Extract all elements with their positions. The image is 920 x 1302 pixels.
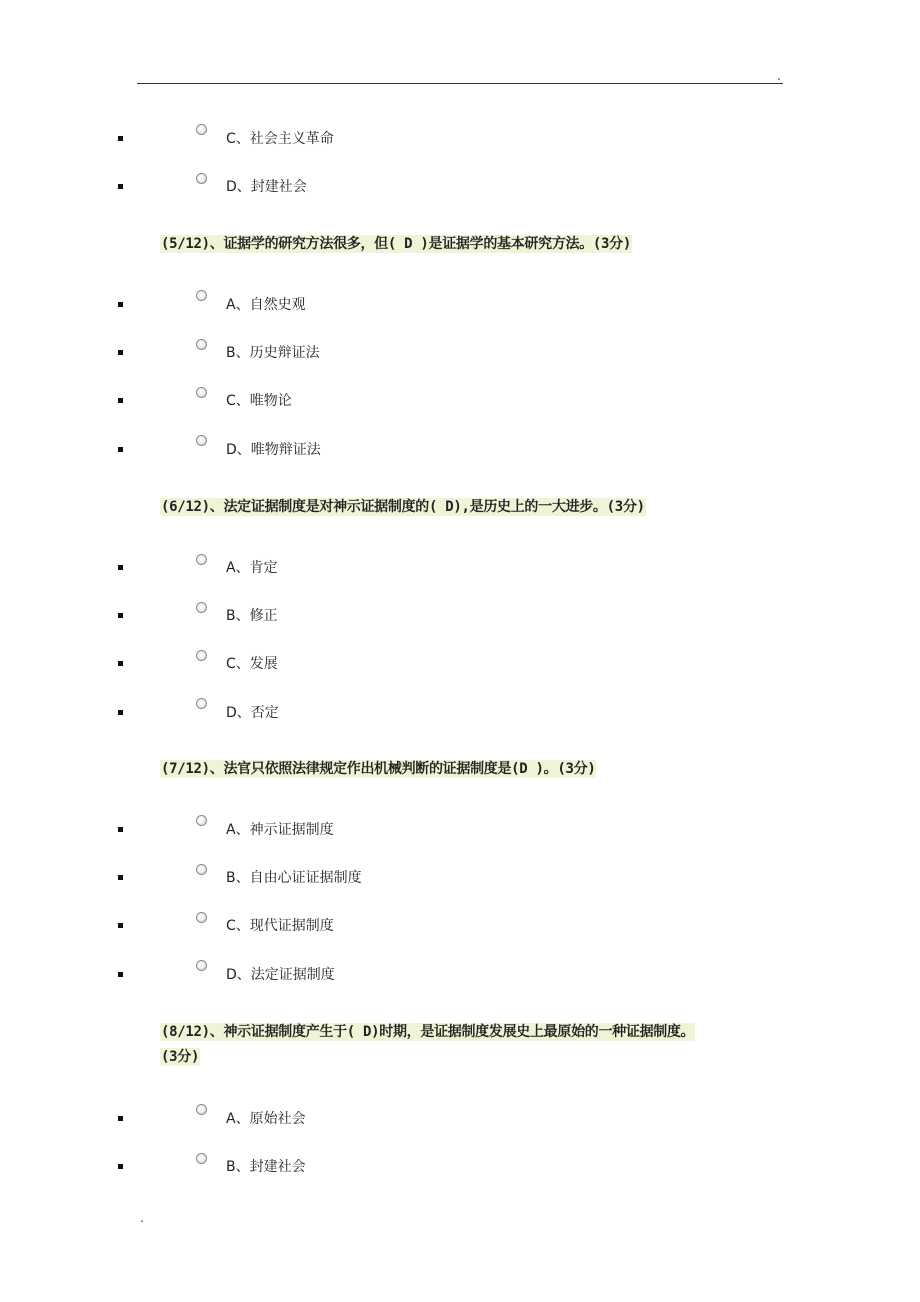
radio-option-d[interactable] — [196, 435, 207, 446]
list-bullet — [118, 972, 123, 977]
option-label: C、唯物论 — [226, 393, 292, 409]
question-text-line-2: (3分) — [161, 1049, 200, 1065]
question-7 — [160, 758, 596, 780]
list-bullet — [118, 710, 123, 715]
question-text: (5/12)、证据学的研究方法很多，但( D )是证据学的基本研究方法。(3分) — [161, 236, 632, 252]
question-text-line-1: (8/12)、神示证据制度产生于( D)时期，是证据制度发展史上最原始的一种证据制度。 — [161, 1024, 695, 1040]
option-label: A、自然史观 — [226, 297, 306, 313]
radio-option-a[interactable] — [196, 815, 207, 826]
radio-option-b[interactable] — [196, 1153, 207, 1164]
list-bullet — [118, 923, 123, 928]
option-label: A、肯定 — [226, 560, 278, 576]
question-6 — [160, 496, 646, 518]
option-label: D、封建社会 — [226, 179, 307, 195]
option-label: C、发展 — [226, 656, 278, 672]
option-label: D、法定证据制度 — [226, 967, 335, 983]
radio-option-c[interactable] — [196, 912, 207, 923]
footer-dot: . — [140, 1211, 144, 1225]
option-label: B、修正 — [226, 608, 278, 624]
radio-option-c[interactable] — [196, 387, 207, 398]
list-bullet — [118, 827, 123, 832]
list-bullet — [118, 1164, 123, 1169]
option-label: B、自由心证证据制度 — [226, 870, 362, 886]
list-bullet — [118, 184, 123, 189]
option-label: A、神示证据制度 — [226, 822, 334, 838]
question-text: (6/12)、法定证据制度是对神示证据制度的( D),是历史上的一大进步。(3分) — [161, 499, 645, 515]
option-label: D、否定 — [226, 705, 279, 721]
list-bullet — [118, 350, 123, 355]
list-bullet — [118, 661, 123, 666]
option-label: B、封建社会 — [226, 1159, 306, 1175]
question-8 — [160, 1021, 695, 1043]
radio-option-d[interactable] — [196, 173, 207, 184]
question-text: (7/12)、法官只依照法律规定作出机械判断的证据制度是(D )。(3分) — [161, 761, 596, 777]
radio-option-d[interactable] — [196, 960, 207, 971]
list-bullet — [118, 398, 123, 403]
option-label: A、原始社会 — [226, 1111, 306, 1127]
radio-option-c[interactable] — [196, 650, 207, 661]
question-5 — [160, 233, 632, 255]
option-label: D、唯物辩证法 — [226, 442, 321, 458]
list-bullet — [118, 302, 123, 307]
option-label: B、历史辩证法 — [226, 345, 320, 361]
option-label: C、社会主义革命 — [226, 131, 334, 147]
option-label: C、现代证据制度 — [226, 918, 334, 934]
list-bullet — [118, 1116, 123, 1121]
radio-option-b[interactable] — [196, 339, 207, 350]
radio-option-a[interactable] — [196, 554, 207, 565]
header-rule — [137, 83, 783, 84]
radio-option-a[interactable] — [196, 290, 207, 301]
list-bullet — [118, 136, 123, 141]
list-bullet — [118, 875, 123, 880]
header-dot: . — [777, 69, 781, 83]
radio-option-b[interactable] — [196, 602, 207, 613]
list-bullet — [118, 613, 123, 618]
radio-option-d[interactable] — [196, 698, 207, 709]
radio-option-b[interactable] — [196, 864, 207, 875]
radio-option-c[interactable] — [196, 124, 207, 135]
radio-option-a[interactable] — [196, 1104, 207, 1115]
list-bullet — [118, 565, 123, 570]
list-bullet — [118, 447, 123, 452]
question-8-continued — [160, 1046, 200, 1068]
